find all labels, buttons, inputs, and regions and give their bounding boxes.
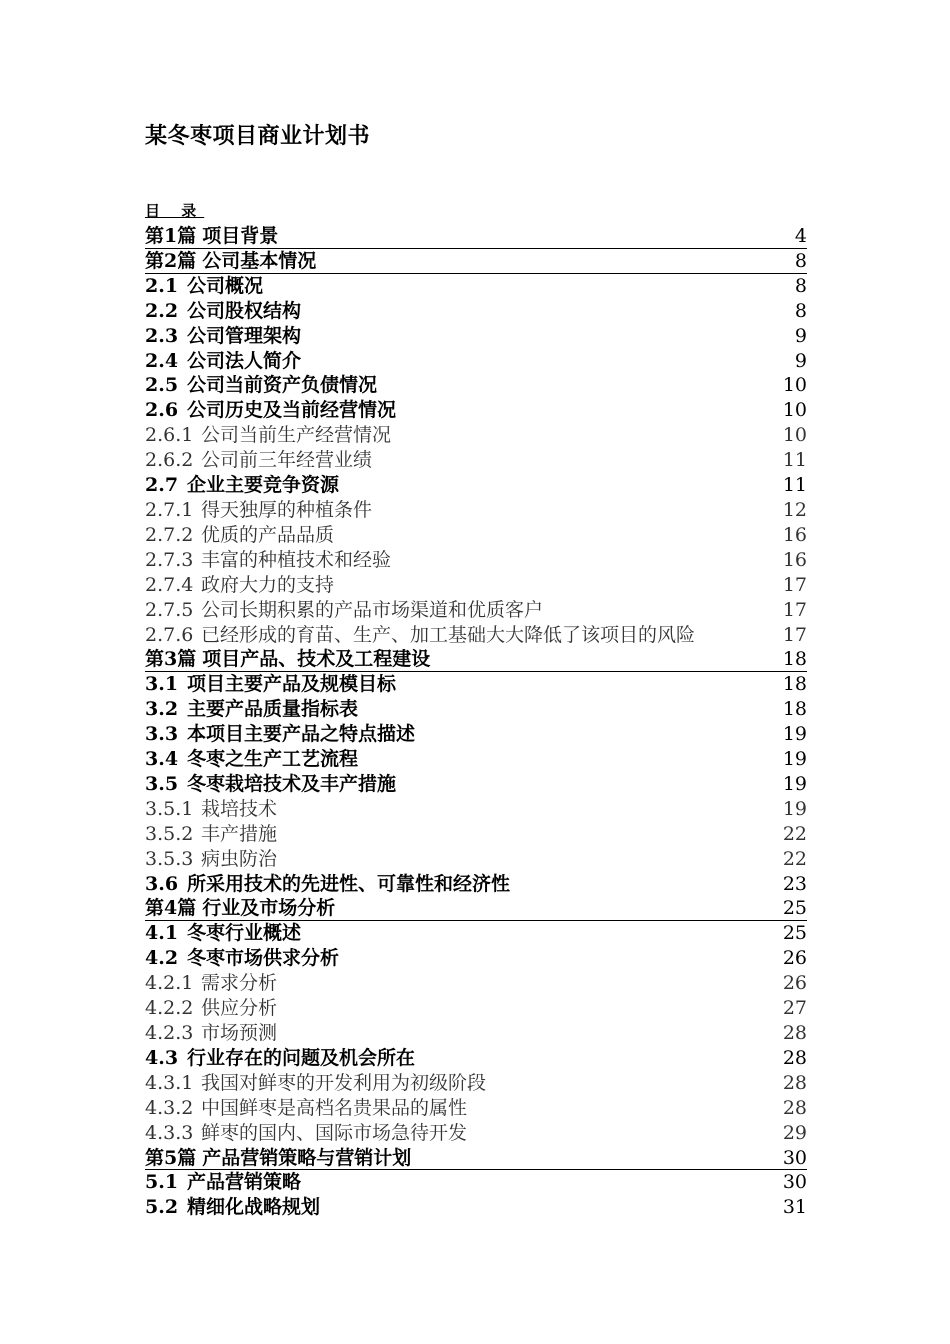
toc-entry-number: 3.4: [145, 748, 179, 771]
toc-entry[interactable]: [145, 1021, 807, 1046]
toc-entry-number: 2.7.6: [145, 623, 194, 646]
toc-entry[interactable]: [145, 946, 807, 971]
toc-entry-title: 项目主要产品及规模目标: [187, 673, 397, 696]
toc-entry[interactable]: [145, 872, 807, 897]
toc-entry-title: 冬枣栽培技术及丰产措施: [187, 772, 397, 795]
toc-entry-title: 公司股权结构: [187, 299, 302, 322]
toc-entry[interactable]: [145, 697, 807, 722]
toc-entry[interactable]: [145, 996, 807, 1021]
toc-entry-page-number: 11: [782, 449, 807, 472]
toc-entry-number: 4.3.2: [145, 1096, 194, 1119]
toc-entry-number: 4.2.3: [145, 1022, 194, 1044]
toc-entry-page-number: 27: [782, 997, 807, 1020]
toc-entry-title: 栽培技术: [201, 797, 278, 820]
toc-entry-title: 中国鲜枣是高档名贵果品的属性: [201, 1096, 468, 1119]
toc-entry-number: 第1篇: [145, 225, 197, 247]
toc-entry-number: 2.6.2: [145, 449, 194, 472]
toc-entry-title: 行业存在的问题及机会所在: [187, 1046, 416, 1069]
toc-entry-page-number: 18: [782, 673, 807, 696]
toc-entry-page-number: 17: [782, 598, 807, 621]
toc-entry[interactable]: [145, 598, 807, 623]
toc-entry-title: 病虫防治: [201, 847, 278, 870]
toc-entry-title: 已经形成的育苗、生产、加工基础大大降低了该项目的风险: [201, 623, 696, 646]
toc-entry-number: 5.1: [145, 1171, 179, 1194]
toc-entry-page-number: 28: [782, 1046, 807, 1069]
toc-entry[interactable]: [145, 573, 807, 598]
toc-entry-title: 丰富的种植技术和经验: [201, 548, 392, 571]
toc-entry-number: 2.7.4: [145, 573, 194, 596]
toc-entry-number: 第2篇: [145, 249, 197, 272]
toc-entry[interactable]: [145, 249, 807, 274]
toc-entry[interactable]: [145, 1121, 807, 1146]
toc-entry[interactable]: [145, 623, 807, 648]
toc-entry[interactable]: [145, 523, 807, 548]
toc-entry-title: 公司长期积累的产品市场渠道和优质客户: [201, 598, 544, 621]
toc-entry[interactable]: [145, 274, 807, 299]
toc-entry-number: 2.3: [145, 324, 179, 347]
toc-entry-number: 2.2: [145, 299, 179, 322]
toc-entry[interactable]: [145, 224, 807, 249]
toc-entry-page-number: 16: [782, 523, 807, 546]
toc-entry-title: 市场预测: [201, 1022, 278, 1044]
toc-entry-page-number: 16: [782, 548, 807, 571]
toc-entry-page-number: 30: [782, 1146, 807, 1169]
toc-entry-number: 第3篇: [145, 648, 197, 671]
toc-entry-title: 鲜枣的国内、国际市场急待开发: [201, 1121, 468, 1144]
toc-entry-title: 丰产措施: [201, 822, 278, 845]
toc-entry-page-number: 9: [794, 349, 807, 372]
toc-entry-number: 4.1: [145, 922, 179, 945]
toc-entry-number: 3.1: [145, 673, 179, 696]
toc-entry-page-number: 8: [794, 299, 807, 322]
toc-entry[interactable]: [145, 672, 807, 697]
table-of-contents: [145, 224, 807, 1220]
toc-entry-number: 4.3.3: [145, 1121, 194, 1144]
toc-entry-title: 本项目主要产品之特点描述: [187, 723, 416, 746]
toc-entry-title: 公司当前生产经营情况: [201, 424, 392, 447]
toc-entry-number: 3.5.2: [145, 822, 194, 845]
toc-entry-number: 4.2.1: [145, 972, 194, 995]
toc-entry[interactable]: [145, 548, 807, 573]
toc-entry-number: 2.7.3: [145, 548, 194, 571]
toc-entry-number: 2.1: [145, 274, 179, 297]
toc-entry[interactable]: [145, 896, 807, 921]
toc-entry-title: 供应分析: [201, 997, 278, 1020]
toc-entry-page-number: 19: [782, 723, 807, 746]
toc-entry-page-number: 26: [782, 947, 807, 970]
toc-entry-number: 3.5.1: [145, 797, 194, 820]
toc-entry[interactable]: [145, 373, 807, 398]
toc-entry-page-number: 18: [782, 648, 807, 671]
toc-entry-number: 3.5: [145, 772, 179, 795]
toc-entry-title: 公司当前资产负债情况: [187, 374, 378, 397]
toc-entry-page-number: 31: [782, 1196, 807, 1219]
toc-entry[interactable]: [145, 647, 807, 672]
toc-entry-title: 项目背景: [202, 225, 279, 247]
toc-entry-title: 主要产品质量指标表: [187, 698, 359, 721]
toc-entry-title: 所采用技术的先进性、可靠性和经济性: [187, 872, 511, 895]
toc-entry-number: 2.6: [145, 399, 179, 422]
toc-entry-number: 4.3.1: [145, 1071, 194, 1094]
toc-entry[interactable]: [145, 797, 807, 822]
toc-entry-page-number: 29: [782, 1121, 807, 1144]
toc-entry-page-number: 19: [782, 748, 807, 771]
toc-entry-title: 冬枣之生产工艺流程: [187, 748, 359, 771]
toc-entry-number: 3.2: [145, 698, 179, 721]
toc-entry-title: 行业及市场分析: [202, 897, 336, 920]
toc-entry-title: 精细化战略规划: [187, 1196, 321, 1219]
toc-heading: 目 录: [145, 202, 205, 220]
toc-entry-page-number: 30: [782, 1171, 807, 1194]
toc-entry-page-number: 8: [794, 274, 807, 297]
toc-entry-number: 5.2: [145, 1196, 179, 1219]
toc-entry[interactable]: [145, 921, 807, 946]
toc-entry-number: 4.3: [145, 1046, 179, 1069]
toc-entry-number: 4.2: [145, 947, 179, 970]
toc-entry-number: 2.7: [145, 474, 179, 497]
toc-entry-page-number: 25: [782, 897, 807, 920]
toc-entry-title: 公司基本情况: [202, 249, 317, 272]
toc-entry[interactable]: [145, 1146, 807, 1171]
toc-entry-title: 公司概况: [187, 274, 264, 297]
toc-entry-page-number: 22: [782, 822, 807, 845]
toc-entry[interactable]: [145, 473, 807, 498]
toc-entry-title: 公司法人简介: [187, 349, 302, 372]
toc-entry-page-number: 11: [782, 474, 807, 497]
toc-entry[interactable]: [145, 1046, 807, 1071]
toc-entry-page-number: 19: [782, 772, 807, 795]
toc-entry-number: 4.2.2: [145, 997, 194, 1020]
toc-entry-page-number: 12: [782, 498, 807, 521]
toc-entry-title: 企业主要竞争资源: [187, 474, 340, 497]
toc-entry[interactable]: [145, 722, 807, 747]
toc-entry[interactable]: [145, 971, 807, 996]
toc-entry[interactable]: [145, 324, 807, 349]
toc-entry-page-number: 17: [782, 573, 807, 596]
toc-entry-page-number: 28: [782, 1022, 807, 1044]
toc-entry-page-number: 25: [782, 922, 807, 945]
toc-entry-page-number: 10: [782, 424, 807, 447]
toc-entry-title: 我国对鲜枣的开发利用为初级阶段: [201, 1071, 487, 1094]
toc-entry[interactable]: [145, 498, 807, 523]
toc-entry-number: 2.6.1: [145, 424, 194, 447]
toc-entry-title: 政府大力的支持: [201, 573, 335, 596]
toc-entry[interactable]: [145, 423, 807, 448]
toc-entry[interactable]: [145, 299, 807, 324]
toc-entry-title: 公司历史及当前经营情况: [187, 399, 397, 422]
toc-entry-title: 得天独厚的种植条件: [201, 498, 373, 521]
toc-entry-number: 3.6: [145, 872, 179, 895]
toc-entry[interactable]: [145, 398, 807, 423]
toc-entry-number: 第5篇: [145, 1146, 197, 1169]
toc-entry-page-number: 9: [794, 324, 807, 347]
toc-entry-number: 3.5.3: [145, 847, 194, 870]
toc-entry-number: 2.7.5: [145, 598, 194, 621]
toc-entry-title: 公司前三年经营业绩: [201, 449, 373, 472]
toc-entry[interactable]: [145, 822, 807, 847]
toc-entry-page-number: 10: [782, 399, 807, 422]
toc-entry[interactable]: [145, 1195, 807, 1220]
toc-entry[interactable]: [145, 1096, 807, 1121]
toc-entry-title: 冬枣市场供求分析: [187, 947, 340, 970]
toc-entry-title: 项目产品、技术及工程建设: [202, 648, 431, 671]
toc-entry-page-number: 28: [782, 1071, 807, 1094]
toc-entry[interactable]: [145, 349, 807, 374]
toc-entry-page-number: 19: [782, 797, 807, 820]
toc-entry-page-number: 28: [782, 1096, 807, 1119]
toc-entry-page-number: 10: [782, 374, 807, 397]
toc-entry-number: 2.7.2: [145, 523, 194, 546]
toc-entry-number: 3.3: [145, 723, 179, 746]
toc-entry-number: 2.7.1: [145, 498, 194, 521]
toc-entry-page-number: 22: [782, 847, 807, 870]
toc-entry-title: 产品营销策略: [187, 1171, 302, 1194]
toc-entry-page-number: 18: [782, 698, 807, 721]
toc-entry-number: 2.4: [145, 349, 179, 372]
toc-entry-title: 产品营销策略与营销计划: [202, 1146, 412, 1169]
document-title: 某冬枣项目商业计划书: [145, 123, 371, 149]
toc-entry[interactable]: [145, 772, 807, 797]
toc-entry-page-number: 8: [794, 249, 807, 272]
toc-entry[interactable]: [145, 1170, 807, 1195]
toc-entry[interactable]: [145, 448, 807, 473]
toc-entry-title: 公司管理架构: [187, 324, 302, 347]
toc-entry-page-number: 17: [782, 623, 807, 646]
toc-entry-page-number: 26: [782, 972, 807, 995]
toc-entry[interactable]: [145, 747, 807, 772]
toc-entry[interactable]: [145, 1071, 807, 1096]
toc-entry-number: 2.5: [145, 374, 179, 397]
toc-entry-page-number: 4: [794, 225, 807, 247]
toc-entry-title: 冬枣行业概述: [187, 922, 302, 945]
toc-entry-page-number: 23: [782, 872, 807, 895]
toc-entry[interactable]: [145, 847, 807, 872]
toc-entry-title: 需求分析: [201, 972, 278, 995]
toc-entry-title: 优质的产品品质: [201, 523, 335, 546]
toc-entry-number: 第4篇: [145, 897, 197, 920]
